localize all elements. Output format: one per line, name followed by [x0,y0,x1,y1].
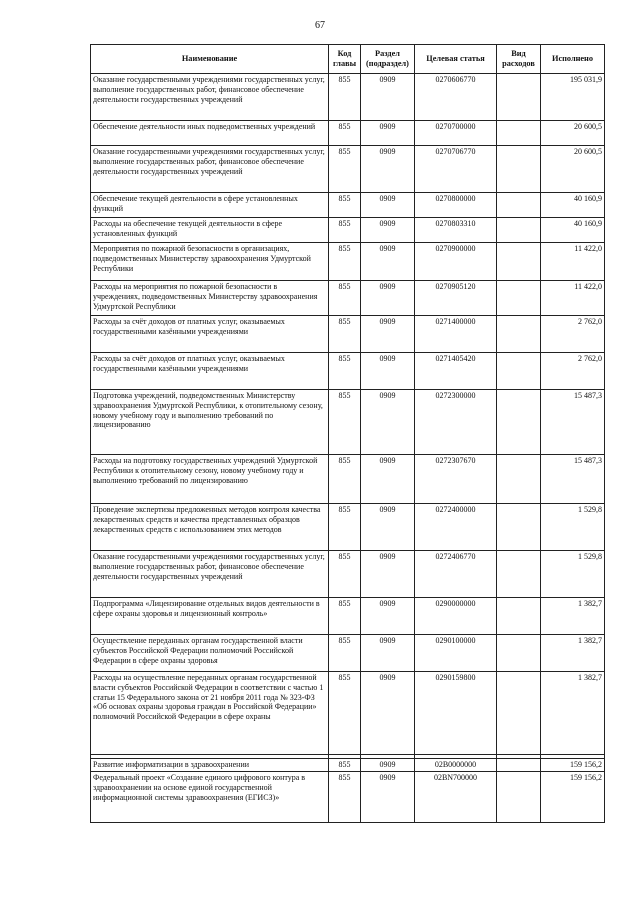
cell-chapter: 855 [329,672,361,755]
cell-chapter: 855 [329,598,361,635]
cell-section: 0909 [361,772,415,823]
table-row [91,146,605,193]
cell-name: Оказание государственными учреждениями государственных услуг, выполнение государственных работ, финансовое обеспечение деятельности государственных учреждений [91,146,329,193]
cell-target: 0272406770 [415,551,497,598]
cell-target: 0270803310 [415,218,497,243]
cell-amount: 195 031,9 [541,74,605,121]
table-row [91,455,605,504]
cell-name: Оказание государственными учреждениями государственных услуг, выполнение государственных работ, финансовое обеспечение деятельности государственных учреждений [91,74,329,121]
cell-target: 0272307670 [415,455,497,504]
cell-expense [497,146,541,193]
cell-target: 02В0000000 [415,759,497,772]
table-row [91,218,605,243]
cell-section: 0909 [361,672,415,755]
cell-target: 0270700000 [415,121,497,146]
cell-expense [497,243,541,281]
cell-section: 0909 [361,551,415,598]
cell-expense [497,281,541,316]
cell-expense [497,772,541,823]
cell-amount: 1 382,7 [541,635,605,672]
cell-section: 0909 [361,74,415,121]
cell-expense [497,455,541,504]
header-section: Раздел (подраздел) [361,45,415,74]
table-row [91,759,605,772]
cell-target: 02ВN700000 [415,772,497,823]
cell-amount: 159 156,2 [541,759,605,772]
cell-target: 0270900000 [415,243,497,281]
cell-amount: 2 762,0 [541,316,605,353]
cell-expense [497,316,541,353]
table-row [91,74,605,121]
cell-name: Обеспечение текущей деятельности в сфере установленных функций [91,193,329,218]
cell-target: 0270905120 [415,281,497,316]
table-row [91,353,605,390]
table-row [91,598,605,635]
table-row [91,316,605,353]
cell-section: 0909 [361,635,415,672]
cell-name: Расходы на мероприятия по пожарной безопасности в учреждениях, подведомственных Министерству здравоохранения Удмуртской Республики [91,281,329,316]
cell-chapter: 855 [329,121,361,146]
cell-section: 0909 [361,504,415,551]
cell-name: Расходы на подготовку государственных учреждений Удмуртской Республики к отопительному сезону, новому учебному году и выполнению требований по лицензированию [91,455,329,504]
cell-expense [497,551,541,598]
cell-amount: 15 487,3 [541,455,605,504]
cell-expense [497,635,541,672]
cell-target: 0270706770 [415,146,497,193]
cell-section: 0909 [361,759,415,772]
cell-name: Оказание государственными учреждениями государственных услуг, выполнение государственных работ, финансовое обеспечение деятельности государственных учреждений [91,551,329,598]
cell-chapter: 855 [329,74,361,121]
cell-section: 0909 [361,146,415,193]
cell-section: 0909 [361,316,415,353]
cell-section: 0909 [361,243,415,281]
table-row [91,281,605,316]
cell-name: Расходы на обеспечение текущей деятельности в сфере установленных функций [91,218,329,243]
header-executed: Исполнено [541,45,605,74]
cell-expense [497,193,541,218]
table-row [91,635,605,672]
cell-section: 0909 [361,390,415,455]
cell-expense [497,353,541,390]
header-chapter: Код главы [329,45,361,74]
header-name: Наименование [91,45,329,74]
cell-name: Обеспечение деятельности иных подведомственных учреждений [91,121,329,146]
cell-amount: 1 529,8 [541,551,605,598]
cell-amount: 1 382,7 [541,672,605,755]
cell-amount: 20 600,5 [541,121,605,146]
cell-chapter: 855 [329,281,361,316]
cell-target: 0290100000 [415,635,497,672]
cell-expense [497,74,541,121]
cell-section: 0909 [361,353,415,390]
cell-section: 0909 [361,193,415,218]
cell-chapter: 855 [329,504,361,551]
cell-expense [497,390,541,455]
cell-section: 0909 [361,455,415,504]
table-row [91,193,605,218]
cell-target: 0270800000 [415,193,497,218]
cell-expense [497,504,541,551]
cell-target: 0272400000 [415,504,497,551]
page-number: 67 [315,20,325,31]
cell-chapter: 855 [329,316,361,353]
table-header-row [91,45,605,74]
cell-chapter: 855 [329,353,361,390]
cell-amount: 11 422,0 [541,281,605,316]
cell-amount: 159 156,2 [541,772,605,823]
cell-section: 0909 [361,281,415,316]
cell-expense [497,759,541,772]
cell-amount: 40 160,9 [541,218,605,243]
cell-chapter: 855 [329,218,361,243]
cell-name: Подготовка учреждений, подведомственных Министерству здравоохранения Удмуртской Республики, к отопительному сезону, новому учебному году и выполнению требований по лицензированию [91,390,329,455]
cell-name: Осуществление переданных органам государственной власти субъектов Российской Федерации полномочий Российской Федерации в сфере охраны здоровья [91,635,329,672]
cell-name: Расходы на осуществление переданных органам государственной власти субъектов Российской Федерации в соответствии с частью 1 статьи 15 Федерального закона от 21 ноября 2011 года № 323-ФЗ «Об основах охраны здоровья граждан в Российской Федерации» полномочий Российской Федерации в сфере охраны [91,672,329,755]
cell-chapter: 855 [329,455,361,504]
cell-chapter: 855 [329,635,361,672]
cell-section: 0909 [361,218,415,243]
cell-section: 0909 [361,121,415,146]
cell-chapter: 855 [329,146,361,193]
cell-expense [497,218,541,243]
cell-amount: 40 160,9 [541,193,605,218]
cell-target: 0272300000 [415,390,497,455]
cell-chapter: 855 [329,390,361,455]
cell-amount: 2 762,0 [541,353,605,390]
cell-chapter: 855 [329,772,361,823]
cell-amount: 11 422,0 [541,243,605,281]
table-row [91,772,605,823]
table-row [91,243,605,281]
cell-name: Федеральный проект «Создание единого цифрового контура в здравоохранении на основе единой государственной информационной системы здравоохранения (ЕГИСЗ)» [91,772,329,823]
cell-amount: 15 487,3 [541,390,605,455]
table-row [91,121,605,146]
table-row [91,504,605,551]
cell-section: 0909 [361,598,415,635]
cell-chapter: 855 [329,551,361,598]
cell-expense [497,598,541,635]
table-row [91,390,605,455]
cell-name: Подпрограмма «Лицензирование отдельных видов деятельности в сфере охраны здоровья и лицензионный контроль» [91,598,329,635]
cell-chapter: 855 [329,759,361,772]
cell-name: Расходы за счёт доходов от платных услуг, оказываемых государственными казёнными учреждениями [91,353,329,390]
cell-target: 0270606770 [415,74,497,121]
cell-amount: 1 529,8 [541,504,605,551]
cell-target: 0271405420 [415,353,497,390]
cell-target: 0290159800 [415,672,497,755]
cell-expense [497,121,541,146]
budget-table [90,44,605,823]
cell-name: Развитие информатизации в здравоохранении [91,759,329,772]
cell-chapter: 855 [329,243,361,281]
cell-amount: 20 600,5 [541,146,605,193]
header-target: Целевая статья [415,45,497,74]
table-row [91,672,605,755]
cell-name: Мероприятия по пожарной безопасности в организациях, подведомственных Министерству здравоохранения Удмуртской Республики [91,243,329,281]
table-row [91,551,605,598]
cell-target: 0290000000 [415,598,497,635]
cell-target: 0271400000 [415,316,497,353]
cell-chapter: 855 [329,193,361,218]
header-expense: Вид расходов [497,45,541,74]
cell-expense [497,672,541,755]
cell-amount: 1 382,7 [541,598,605,635]
cell-name: Проведение экспертизы предложенных методов контроля качества лекарственных средств и качества представленных образцов лекарственных средств с использованием этих методов [91,504,329,551]
cell-name: Расходы за счёт доходов от платных услуг, оказываемых государственными казёнными учреждениями [91,316,329,353]
